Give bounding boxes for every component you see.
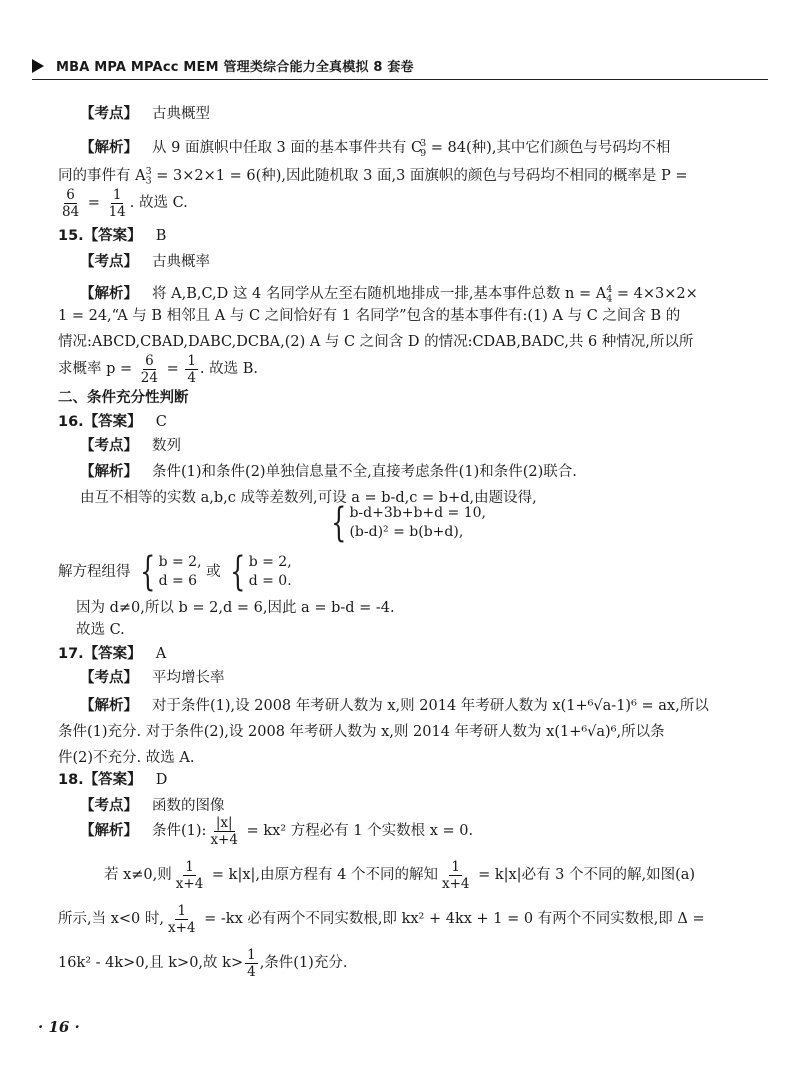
- fraction: $\frac{1}{4}$: [187, 352, 196, 386]
- q16-kaodian: 【考点】 数列: [80, 438, 181, 454]
- q16-jiexi-line1: 【解析】 条件(1)和条件(2)单独信息量不全,直接考虑条件(1)和条件(2)联合.: [80, 464, 577, 480]
- fraction: $\frac{6}{24}$: [140, 352, 158, 386]
- page-number: · 16 ·: [38, 1018, 80, 1036]
- q16-jiexi-line2: 由互不相等的实数 a,b,c 成等差数列,可设 a = b-d,c = b+d,由题设得,: [80, 490, 537, 506]
- header-rule: [32, 79, 768, 80]
- q17-kaodian: 【考点】 平均增长率: [80, 670, 225, 686]
- q15-jiexi-line3: 情况:ABCD,CBAD,DABC,DCBA,(2) A 与 C 之间含 D 的情况:CDAB,BADC,共 6 种情况,所以所: [58, 334, 694, 350]
- q15-jiexi-line2: 1 = 24,“A 与 B 相邻且 A 与 C 之间恰好有 1 名同学”包含的基本事件有:(1) A 与 C 之间含 B 的: [58, 308, 681, 324]
- q15-jiexi-line1: 【解析】 将 A,B,C,D 这 4 名同学从左至右随机地排成一排,基本事件总数 $n = A_4^4 = 4\times 3\times 2\times$: [80, 284, 698, 305]
- fraction: $\frac{1}{x+4}$: [168, 902, 196, 936]
- fraction: $\frac{1}{14}$: [108, 186, 126, 220]
- q17-answer: 17.【答案】 A: [58, 646, 167, 662]
- q15-jiexi-line4: 求概率 p = $\frac{6}{24}$ = $\frac{1}{4}$ . 故选 B.: [58, 352, 259, 386]
- fraction: $\frac{6}{84}$: [62, 186, 80, 220]
- q14-jiexi-line2: 同的事件有 $A_3^3 = 3\times 2\times 1 = 6$(种),因此随机取 3 面,3 面旗帜的颜色与号码均不相同的概率是 P =: [58, 166, 688, 187]
- q18-jiexi-line1: 【解析】 条件(1): $\frac{|x|}{x+4}$ = kx² 方程必有 1 个实数根 x = 0.: [80, 814, 474, 848]
- q15-answer: 15.【答案】 B: [58, 228, 167, 244]
- q17-jiexi-line3: 件(2)不充分. 故选 A.: [58, 750, 195, 766]
- fraction: $\frac{1}{4}$: [247, 946, 256, 980]
- q18-jiexi-line2: 若 x≠0,则 $\frac{1}{x+4}$ = k|x|,由原方程有 4 个不同的解知 $\frac{1}{x+4}$ = k|x|必有 3 个不同的解,如图(a): [104, 858, 696, 892]
- header-title: MBA MPA MPAcc MEM 管理类综合能力全真模拟 8 套卷: [56, 60, 414, 75]
- q18-kaodian: 【考点】 函数的图像: [80, 798, 225, 814]
- q16-equation-system: { b-d+3b+b+d = 10, (b-d)² = b(b+d),: [331, 500, 486, 546]
- q17-jiexi-line1: 【解析】 对于条件(1),设 2008 年考研人数为 x,则 2014 年考研人数为 x(1+⁶√a-1)⁶ = ax,所以: [80, 698, 709, 714]
- q14-jiexi-line1: 【解析】 从 9 面旗帜中任取 3 面的基本事件共有 $C_9^3 = 84$(种),其中它们颜色与号码均不相: [80, 138, 671, 159]
- q18-jiexi-line4: 16k² - 4k>0,且 k>0,故 k> $\frac{1}{4}$ ,条件(1)充分.: [58, 946, 348, 980]
- q14-kaodian: 【考点】 古典概型: [80, 106, 210, 122]
- q16-jiexi-line4: 因为 d≠0,所以 b = 2,d = 6,因此 a = b-d = -4.: [76, 600, 395, 616]
- section-title: 二、条件充分性判断: [58, 390, 189, 406]
- q16-solution: 解方程组得 { b = 2, d = 6 或 { b = 2, d = 0.: [58, 549, 292, 595]
- fraction: $\frac{|x|}{x+4}$: [210, 814, 238, 848]
- q16-answer: 16.【答案】 C: [58, 414, 167, 430]
- q18-jiexi-line3: 所示,当 x<0 时, $\frac{1}{x+4}$ = -kx 必有两个不同实数根,即 kx² + 4kx + 1 = 0 有两个不同实数根,即 Δ =: [58, 902, 705, 936]
- fraction: $\frac{1}{x+4}$: [441, 858, 470, 892]
- q15-kaodian: 【考点】 古典概率: [80, 254, 210, 270]
- running-header: [32, 56, 414, 75]
- q14-jiexi-line3: $\frac{6}{84}$ = $\frac{1}{14}$ . 故选 C.: [62, 186, 188, 220]
- q17-jiexi-line2: 条件(1)充分. 对于条件(2),设 2008 年考研人数为 x,则 2014 年考研人数为 x(1+⁶√a)⁶,所以条: [58, 724, 665, 740]
- q18-answer: 18.【答案】 D: [58, 772, 168, 788]
- fraction: $\frac{1}{x+4}$: [175, 858, 204, 892]
- q16-jiexi-line5: 故选 C.: [76, 622, 125, 638]
- triangle-icon: [32, 59, 44, 73]
